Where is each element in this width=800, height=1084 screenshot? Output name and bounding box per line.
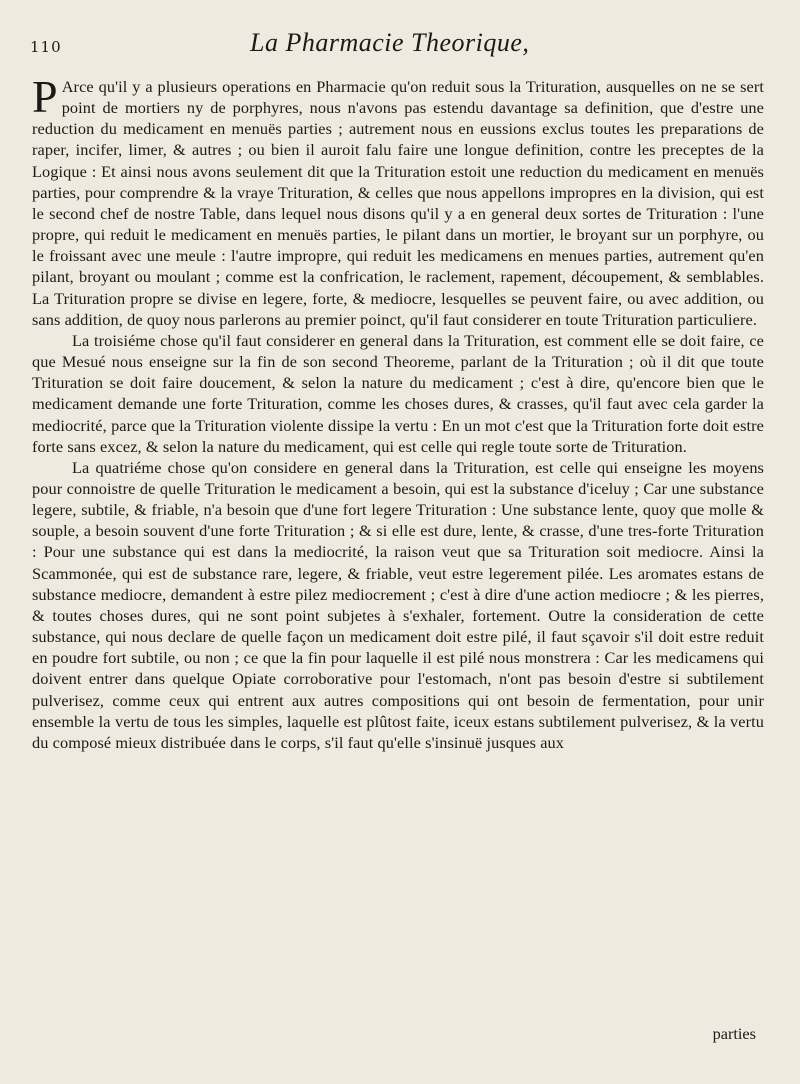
paragraph-1-text: Arce qu'il y a plusieurs operations en Pharmacie qu'on reduit sous la Trituration, ausquelles on ne se sert point de mortiers ny de porphyres, nous n'avons pas estendu davantage sa definition, que d'estre une reduction du medicament en menuës parties ; autrement nous en eussions exclus toutes les preparations de raper, incifer, limer, & autres ; ou bien il auroit falu faire une longue definition, contre les preceptes de la Logique : Et ainsi nous avons seulement dit que la Trituration estoit une reduction du medicament en menuës parties, pour comprendre & la vraye Trituration, & celles que nous appellons impropres en la division, qui est le second chef de nostre Table, dans lequel nous disons qu'il y a en general deux sortes de Trituration : l'une propre, qui reduit le medicament en menuës parties, le pilant dans un mortier, le broyant sur un porphyre, ou le froissant avec une meule : l'autre impropre, qui reduit les medicamens en menues parties, autrement qu'en pilant, broyant ou moulant ; comme est la confrication, le raclement, rapement, découpement, & semblables. La Trituration propre se divise en legere, forte, & mediocre, lesquelles se peuvent faire, ou avec addition, ou sans addition, de quoy nous parlerons au premier poinct, qu'il faut considerer en toute Trituration particuliere.	[32, 77, 764, 329]
body-text	[32, 71, 764, 753]
paragraph-2: La troisiéme chose qu'il faut considerer en general dans la Trituration, est comment elle se doit faire, ce que Mesué nous enseigne sur la fin de son second Theoreme, parlant de la Trituration ; où il dit que toute Trituration se doit faire doucement, & selon la nature du medicament ; c'est à dire, qu'encore bien que le medicament demande une forte Trituration, comme les choses dures, & crasses, qu'il faut avec cela garder la mediocrité, parce que la Trituration violente dissipe la vertu : En un mot c'est que la Trituration forte doit estre forte sans excez, & selon la nature du medicament, qui est celle qui regle toute sorte de Trituration.	[32, 330, 764, 456]
catchword: parties	[712, 1024, 756, 1043]
paragraph-3: La quatriéme chose qu'on considere en general dans la Trituration, est celle qui enseigne les moyens pour connoistre de quelle Trituration le medicament a besoin, qui est la substance d'iceluy ; Car une substance legere, subtile, & friable, n'a besoin que d'une fort legere Trituration : Une substance lente, quoy que molle & souple, a besoin souvent d'une forte Trituration ; & si elle est dure, lente, & crasse, d'une tres-forte Trituration : Pour une substance qui est dans la mediocrité, la raison veut que sa Trituration soit mediocre. Ainsi la Scammonée, qui est de substance rare, legere, & friable, veut estre legerement pilée. Les aromates estans de substance mediocre, demandent à estre pilez mediocrement ; c'est à dire d'une action mediocre ; & les pierres, & toutes choses dures, qui ne sont point subjetes à s'exhaler, fortement. Outre la consideration de cette substance, qui nous declare de quelle façon un medicament doit estre pilé, il faut sçavoir s'il doit estre reduit en poudre fort subtile, ou non ; ce que la fin pour laquelle il est pilé nous monstrera : Car les medicamens qui doivent entrer dans quelque Opiate corroborative pour l'estomach, n'ont pas besoin d'estre si subtilement pulverisez, comme ceux qui entrent aux autres compositions qui ont besoin de fermentation, pour unir ensemble la vertu de tous les simples, laquelle est plûtost faite, iceux estans subtilement pulverisez, & la vertu du composé mieux distribuée dans le corps, s'il faut qu'elle s'insinuë jusques aux	[32, 457, 764, 752]
page-number: 110	[30, 38, 62, 56]
drop-initial: P	[32, 71, 58, 122]
paragraph-1	[32, 71, 764, 330]
running-title: La Pharmacie Theorique,	[250, 28, 530, 57]
running-head	[30, 24, 760, 64]
